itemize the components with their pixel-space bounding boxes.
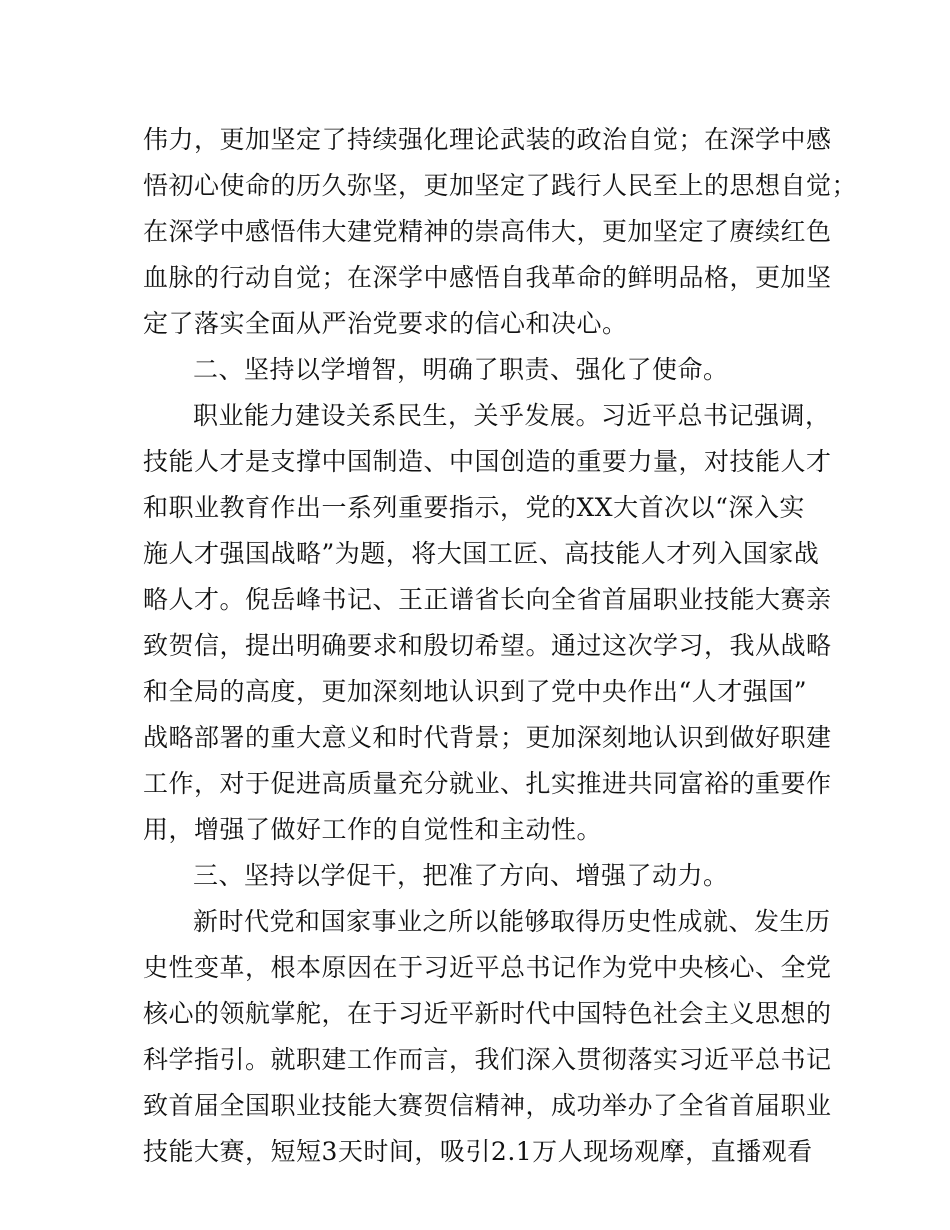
text-line: 定了落实全面从严治党要求的信心和决心。 <box>143 309 628 338</box>
section-heading-2: 二、坚持以学增智，明确了职责、强化了使命。 <box>193 355 729 384</box>
text-line: 新时代党和国家事业之所以能够取得历史性成就、发生历 <box>193 907 831 936</box>
text-line: 和全局的高度，更加深刻地认识到了党中央作出“人才强国” <box>143 677 808 706</box>
section-heading-3: 三、坚持以学促干，把准了方向、增强了动力。 <box>193 861 729 890</box>
text-line: 战略部署的重大意义和时代背景；更加深刻地认识到做好职建 <box>143 723 832 752</box>
text-line: 悟初心使命的历久弥坚，更加坚定了践行人民至上的思想自觉； <box>143 171 858 200</box>
text-line: 伟力，更加坚定了持续强化理论武装的政治自觉；在深学中感 <box>143 125 832 154</box>
text-line: 略人才。倪岳峰书记、王正谱省长向全省首届职业技能大赛亲 <box>143 585 832 614</box>
text-line: 职业能力建设关系民生，关乎发展。习近平总书记强调， <box>193 401 831 430</box>
text-line: 核心的领航掌舵，在于习近平新时代中国特色社会主义思想的 <box>143 999 832 1028</box>
text-line: 血脉的行动自觉；在深学中感悟自我革命的鲜明品格，更加坚 <box>143 263 832 292</box>
text-line: 用，增强了做好工作的自觉性和主动性。 <box>143 815 603 844</box>
text-line: 史性变革，根本原因在于习近平总书记作为党中央核心、全党 <box>143 953 832 982</box>
text-line: 施人才强国战略”为题，将大国工匠、高技能人才列入国家战 <box>143 539 820 568</box>
body-text <box>143 117 858 1175</box>
text-line: 致贺信，提出明确要求和殷切希望。通过这次学习，我从战略 <box>143 631 832 660</box>
text-line: 致首届全国职业技能大赛贺信精神，成功举办了全省首届职业 <box>143 1091 832 1120</box>
text-line: 科学指引。就职建工作而言，我们深入贯彻落实习近平总书记 <box>143 1045 832 1074</box>
text-line: 和职业教育作出一系列重要指示，党的XX大首次以“深入实 <box>143 493 805 522</box>
text-line: 工作，对于促进高质量充分就业、扎实推进共同富裕的重要作 <box>143 769 832 798</box>
text-line: 技能大赛，短短3天时间，吸引2.1万人现场观摩，直播观看 <box>143 1137 813 1166</box>
text-line: 技能人才是支撑中国制造、中国创造的重要力量，对技能人才 <box>143 447 832 476</box>
text-line: 在深学中感悟伟大建党精神的崇高伟大，更加坚定了赓续红色 <box>143 217 832 246</box>
